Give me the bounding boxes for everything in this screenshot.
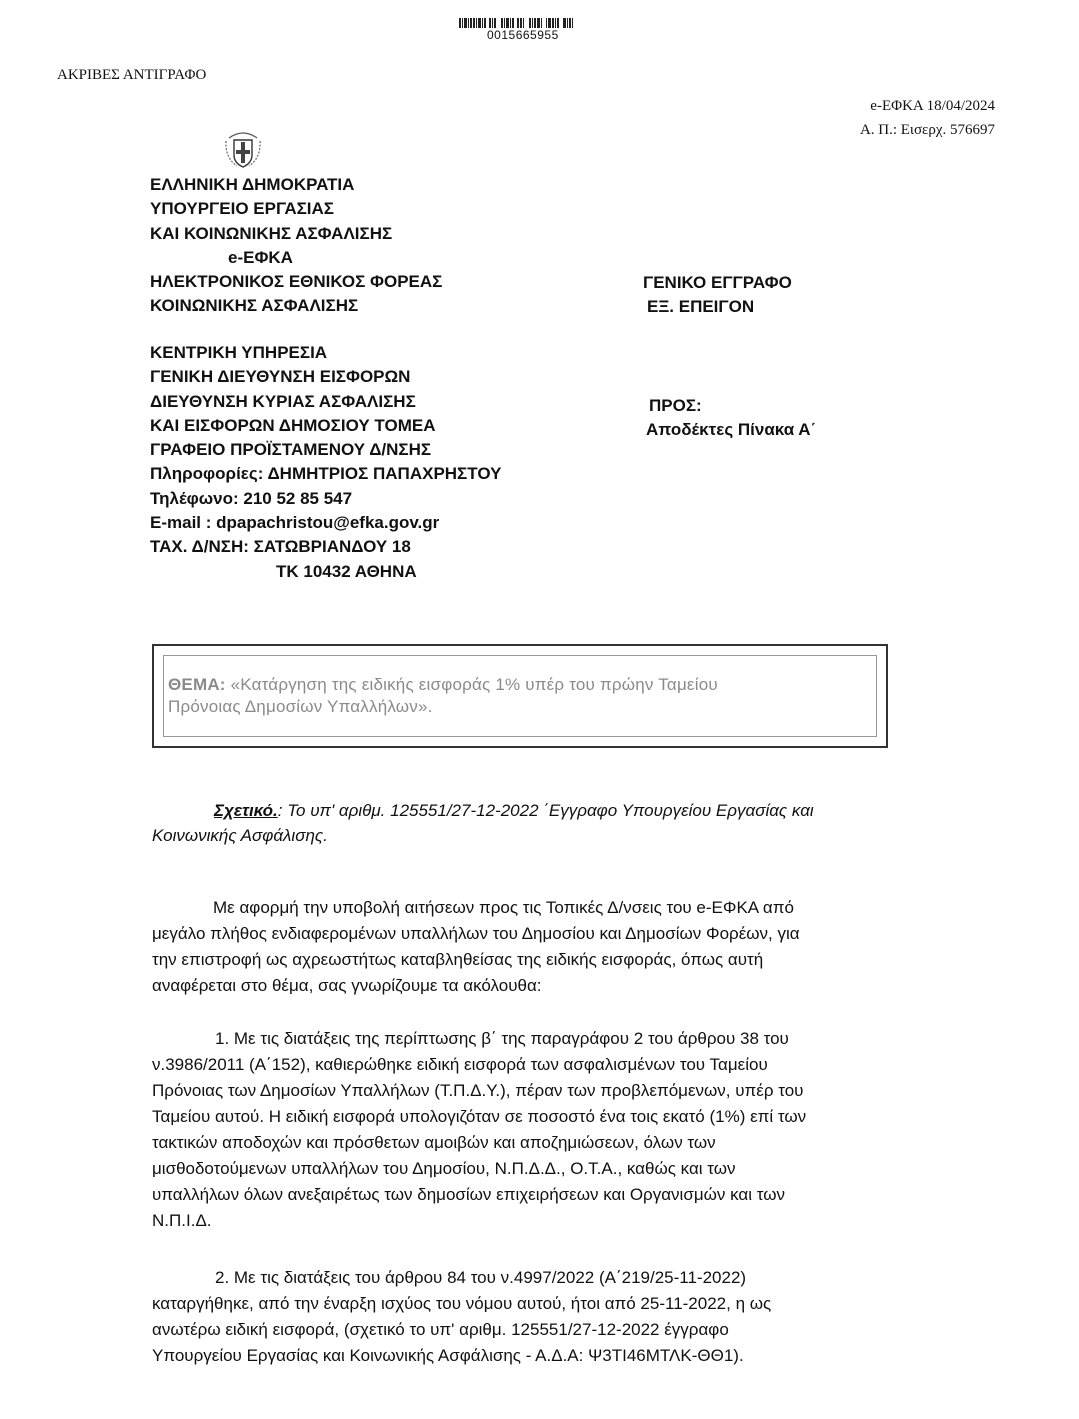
- sender-line: ΚΟΙΝΩΝΙΚΗΣ ΑΣΦΑΛΙΣΗΣ: [150, 296, 359, 316]
- certified-copy-label: ΑΚΡΙΒΕΣ ΑΝΤΙΓΡΑΦΟ: [57, 67, 207, 83]
- reference-number: Α. Π.: Εισερχ. 576697: [859, 122, 995, 138]
- paragraph-line: Με αφορμή την υποβολή αιτήσεων προς τις Τοπικές Δ/νσεις του e-ΕΦΚΑ από: [213, 898, 794, 917]
- related-line: : Το υπ' αριθμ. 125551/27-12-2022 ΄Εγγραφο Υπουργείου Εργασίας και: [277, 801, 814, 820]
- paragraph-line: 1. Με τις διατάξεις της περίπτωσης β΄ της παραγράφου 2 του άρθρου 38 του: [215, 1029, 789, 1048]
- barcode: [459, 18, 593, 28]
- subject-text: [168, 674, 876, 718]
- paragraph-line: καταργήθηκε, από την έναρξη ισχύος του νόμου αυτού, ήτοι από 25-11-2022, η ως: [152, 1294, 772, 1313]
- contact-phone: Τηλέφωνο: 210 52 85 547: [150, 488, 353, 508]
- paragraph-line: Ν.Π.Ι.Δ.: [152, 1211, 212, 1230]
- numbered-paragraph-1: [152, 1026, 894, 1234]
- sender-line: ΚΑΙ ΚΟΙΝΩΝΙΚΗΣ ΑΣΦΑΛΙΣΗΣ: [150, 223, 393, 243]
- subject-box: [152, 644, 888, 748]
- paragraph-line: μεγάλο πλήθος ενδιαφερομένων υπαλλήλων του Δημοσίου και Δημοσίων Φορέων, για: [152, 924, 800, 943]
- paragraph-line: την επιστροφή ως αχρεωστήτως καταβληθείσας της ειδικής εισφοράς, όπως αυτή: [152, 950, 764, 969]
- service-line: ΓΡΑΦΕΙΟ ΠΡΟΪΣΤΑΜΕΝΟΥ Δ/ΝΣΗΣ: [150, 440, 432, 460]
- related-label: Σχετικό.: [214, 801, 278, 820]
- service-line: ΚΕΝΤΡΙΚΗ ΥΠΗΡΕΣΙΑ: [150, 343, 328, 362]
- subject-line: Πρόνοιας Δημοσίων Υπαλλήλων».: [168, 697, 433, 716]
- paragraph-line: Πρόνοιας των Δημοσίων Υπαλλήλων (Τ.Π.Δ.Υ.), πέραν των προβλεπόμενων, υπέρ του: [152, 1081, 804, 1100]
- urgency: ΕΞ. ΕΠΕΙΓΟΝ: [647, 297, 755, 317]
- reference-date: e-ΕΦΚΑ 18/04/2024: [870, 98, 995, 114]
- related-line: Κοινωνικής Ασφάλισης.: [152, 826, 328, 845]
- paragraph-line: ανωτέρω ειδική εισφορά, (σχετικό το υπ' αριθμ. 125551/27-12-2022 έγγραφο: [152, 1320, 729, 1339]
- service-line: ΚΑΙ ΕΙΣΦΟΡΩΝ ΔΗΜΟΣΙΟΥ ΤΟΜΕΑ: [150, 415, 436, 435]
- service-block: [150, 341, 501, 584]
- sender-block: [150, 173, 442, 319]
- recipients-label: ΠΡΟΣ:: [649, 396, 702, 415]
- barcode-number: 0015665955: [487, 28, 559, 42]
- contact-person: Πληροφορίες: ΔΗΜΗΤΡΙΟΣ ΠΑΠΑΧΡΗΣΤΟΥ: [150, 464, 502, 484]
- subject-line: «Κατάργηση της ειδικής εισφοράς 1% υπέρ του πρώην Ταμείου: [230, 675, 718, 694]
- protocol-reference: [860, 94, 995, 142]
- postal-address: ΤΑΧ. Δ/ΝΣΗ: ΣΑΤΩΒΡΙΑΝΔΟΥ 18: [150, 537, 411, 557]
- document-type: ΓΕΝΙΚΟ ΕΓΓΡΑΦΟ: [643, 273, 792, 292]
- document-type-block: [643, 271, 792, 320]
- greek-coat-of-arms-icon: [223, 128, 263, 170]
- paragraph-line: τακτικών αποδοχών και πρόσθετων αμοιβών και αποζημιώσεων, όλων των: [152, 1133, 716, 1152]
- paragraph-line: μισθοδοτούμενων υπαλλήλων του Δημοσίου, Ν.Π.Δ.Δ., Ο.Τ.Α., καθώς και των: [152, 1159, 736, 1178]
- sender-line: ΕΛΛΗΝΙΚΗ ΔΗΜΟΚΡΑΤΙΑ: [150, 175, 355, 194]
- numbered-paragraph-2: [152, 1265, 894, 1369]
- recipients-value: Αποδέκτες Πίνακα Α΄: [646, 420, 817, 440]
- sender-line: ΥΠΟΥΡΓΕΙΟ ΕΡΓΑΣΙΑΣ: [150, 199, 334, 219]
- paragraph-line: υπαλλήλων όλων ανεξαιρέτως των δημοσίων επιχειρήσεων και Οργανισμών και των: [152, 1185, 785, 1204]
- related-document: [152, 798, 897, 848]
- sender-line: e-ΕΦΚΑ: [228, 247, 293, 267]
- postal-code-city: ΤΚ 10432 ΑΘΗΝΑ: [276, 561, 417, 581]
- contact-email: E-mail : dpapachristou@efka.gov.gr: [150, 513, 440, 533]
- paragraph-line: Ταμείου αυτού. Η ειδική εισφορά υπολογιζόταν σε ποσοστό ένα τοις εκατό (1%) επί των: [152, 1107, 807, 1126]
- sender-line: ΗΛΕΚΤΡΟΝΙΚΟΣ ΕΘΝΙΚΟΣ ΦΟΡΕΑΣ: [150, 272, 443, 292]
- subject-label: ΘΕΜΑ:: [168, 675, 226, 694]
- paragraph-line: Υπουργείου Εργασίας και Κοινωνικής Ασφάλισης - Α.Δ.Α: Ψ3ΤΙ46ΜΤΛΚ-ΘΘ1).: [152, 1346, 744, 1365]
- paragraph-line: 2. Με τις διατάξεις του άρθρου 84 του ν.4997/2022 (Α΄219/25-11-2022): [215, 1268, 747, 1287]
- service-line: ΔΙΕΥΘΥΝΣΗ ΚΥΡΙΑΣ ΑΣΦΑΛΙΣΗΣ: [150, 391, 416, 411]
- service-line: ΓΕΝΙΚΗ ΔΙΕΥΘΥΝΣΗ ΕΙΣΦΟΡΩΝ: [150, 367, 411, 387]
- paragraph-line: αναφέρεται στο θέμα, σας γνωρίζουμε τα ακόλουθα:: [152, 976, 542, 995]
- recipients-block: [646, 394, 817, 443]
- paragraph-line: ν.3986/2011 (Α΄152), καθιερώθηκε ειδική εισφορά των ασφαλισμένων του Ταμείου: [152, 1055, 768, 1074]
- intro-paragraph: [152, 895, 894, 999]
